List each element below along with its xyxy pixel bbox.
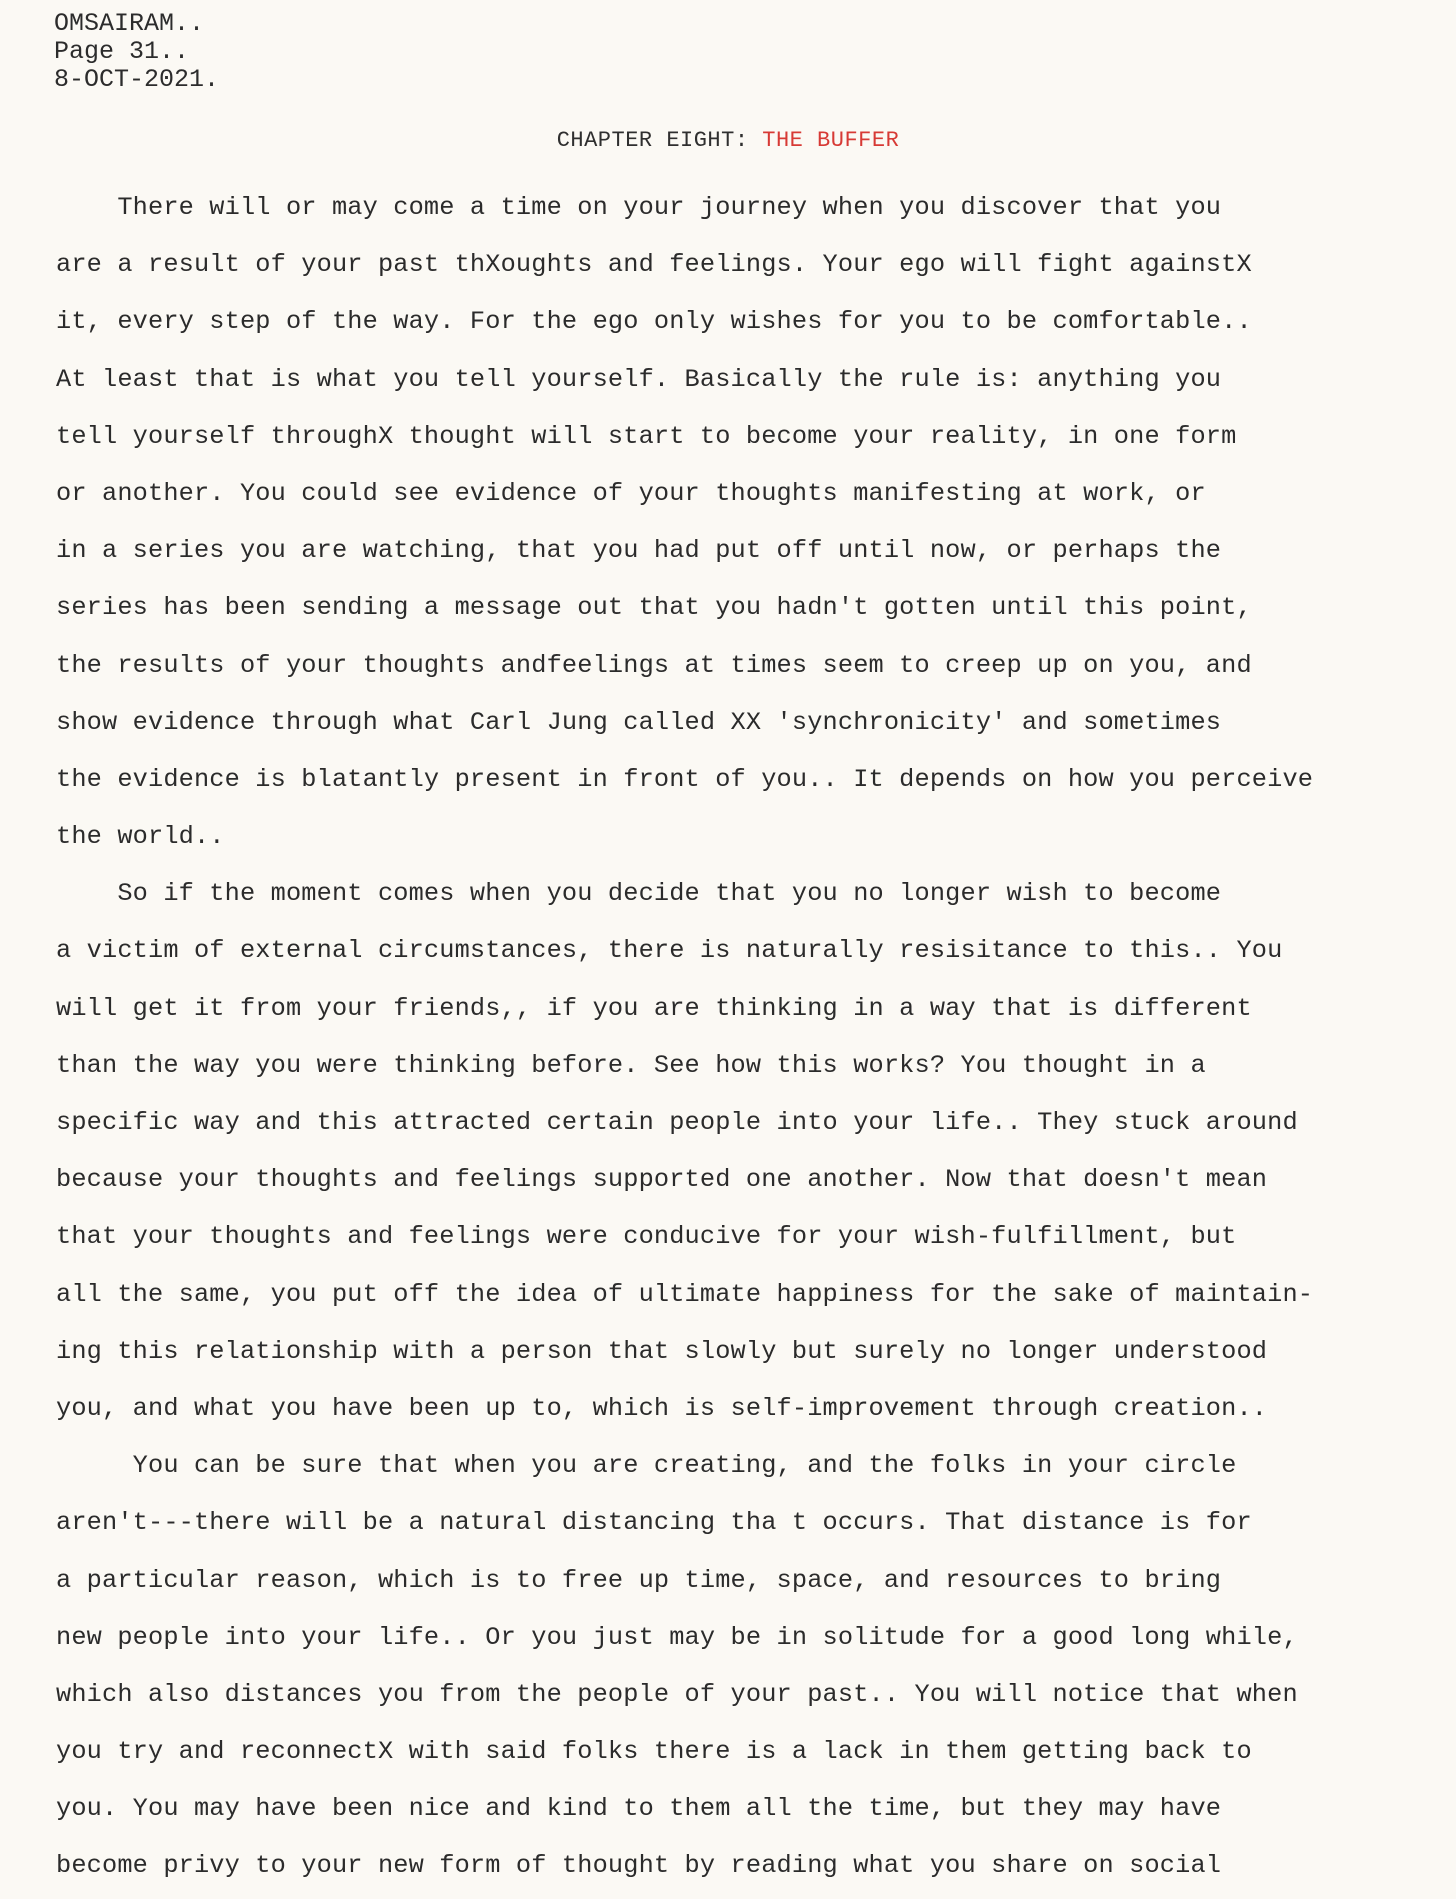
body-line: At least that is what you tell yourself. Basically the rule is: anything you [56,364,1222,394]
body-line: aren't---there will be a natural distancing tha t occurs. That distance is for [56,1508,1252,1538]
body-line: a particular reason, which is to free up time, space, and resources to bring [56,1565,1222,1595]
body-line: all the same, you put off the idea of ultimate happiness for the sake of maintain- [56,1279,1314,1309]
body-text [56,183,1446,1899]
body-line: will get it from your friends,, if you are thinking in a way that is different [56,993,1252,1023]
chapter-label: CHAPTER EIGHT: [556,128,749,153]
body-line: which also distances you from the people of your past.. You will notice that when [56,1679,1298,1709]
page-header [54,10,219,94]
body-line: or another. You could see evidence of your thoughts manifesting at work, or [56,478,1206,508]
body-line: ing this relationship with a person that slowly but surely no longer understood [56,1336,1268,1366]
chapter-title: THE BUFFER [762,128,900,153]
body-line: in a series you are watching, that you had put off until now, or perhaps the [56,536,1222,566]
body-line: a victim of external circumstances, there is naturally resisitance to this.. You [56,936,1283,966]
body-line: you try and reconnectX with said folks there is a lack in them getting back to [56,1737,1252,1767]
header-date: 8-OCT-2021. [54,65,220,94]
body-line: the world.. [56,822,225,852]
header-line-1: OMSAIRAM.. [54,9,205,38]
body-line: that your thoughts and feelings were conducive for your wish-fulfillment, but [56,1222,1237,1252]
chapter-heading [0,126,1456,156]
body-line: it, every step of the way. For the ego only wishes for you to be comfortable.. [56,307,1252,337]
body-line: You can be sure that when you are creating, and the folks in your circle [56,1451,1237,1481]
body-line: become privy to your new form of thought by reading what you share on social [56,1851,1222,1881]
body-line: because your thoughts and feelings supported one another. Now that doesn't mean [56,1165,1268,1195]
body-line: the evidence is blatantly present in front of you.. It depends on how you perceive [56,764,1314,794]
body-line: tell yourself throughX thought will start to become your reality, in one form [56,421,1237,451]
body-line: specific way and this attracted certain people into your life.. They stuck around [56,1108,1298,1137]
body-line: new people into your life.. Or you just may be in solitude for a good long while, [56,1622,1298,1652]
body-line: series has been sending a message out that you hadn't gotten until this point, [56,593,1252,623]
body-line: There will or may come a time on your journey when you discover that you [56,193,1222,222]
body-line: you, and what you have been up to, which is self-improvement through creation.. [56,1393,1268,1423]
body-line: are a result of your past thXoughts and feelings. Your ego will fight againstX [56,250,1252,280]
body-line: the results of your thoughts andfeelings at times seem to creep up on you, and [56,650,1252,680]
body-line: than the way you were thinking before. See how this works? You thought in a [56,1050,1206,1080]
body-line: you. You may have been nice and kind to them all the time, but they may have [56,1794,1222,1824]
body-line: show evidence through what Carl Jung called XX 'synchronicity' and sometimes [56,707,1222,737]
header-page-number: Page 31.. [54,37,190,66]
body-line: So if the moment comes when you decide that you no longer wish to become [56,879,1222,909]
